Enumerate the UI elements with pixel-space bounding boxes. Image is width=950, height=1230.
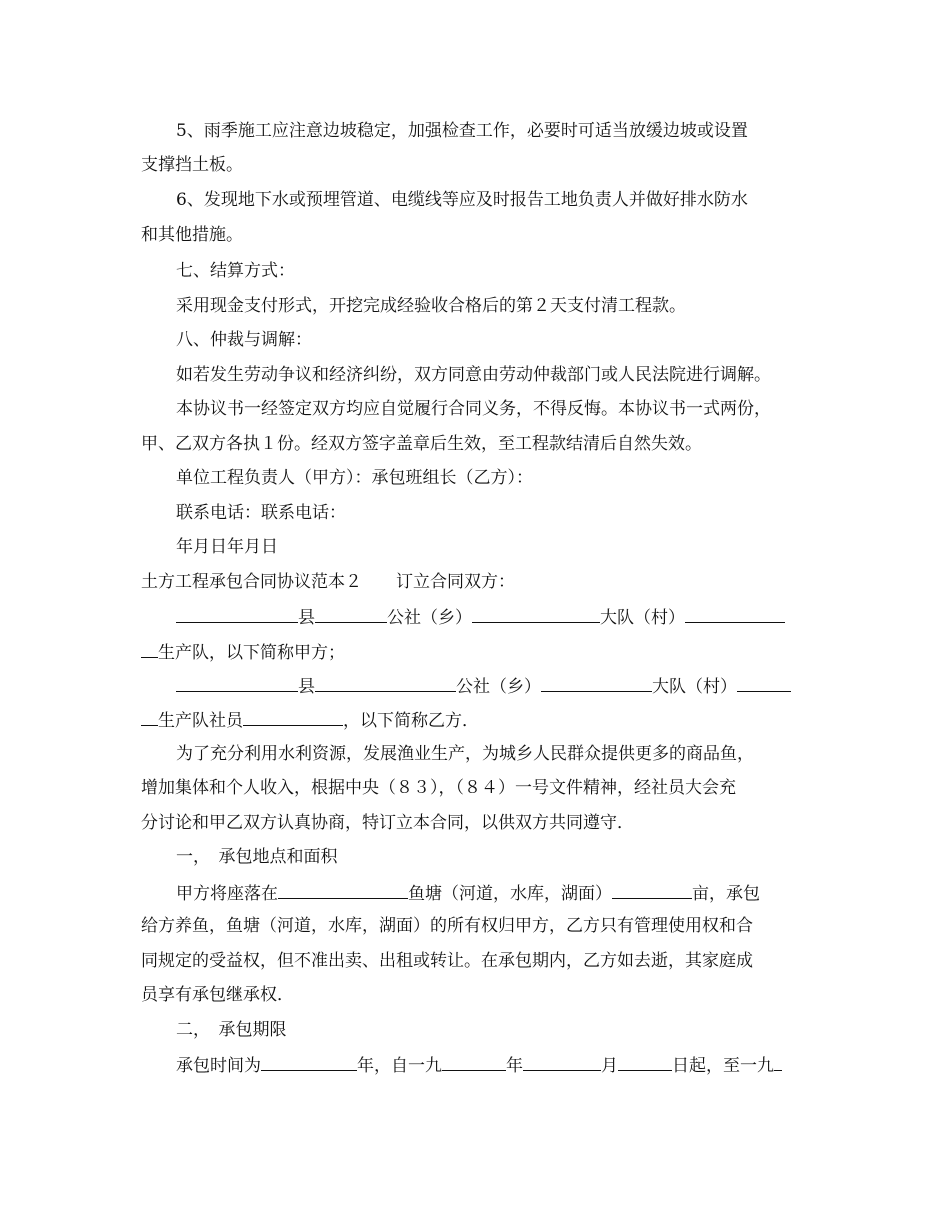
party-b-line-end: 生产队社员 ，以下简称乙方．	[141, 708, 479, 732]
blank-field[interactable]	[541, 674, 652, 692]
blank-field[interactable]	[141, 708, 158, 726]
section-heading: 八、仲裁与调解：	[176, 330, 312, 350]
paragraph-line: 支撑挡土板。	[141, 155, 243, 175]
paragraph-line: 和其他措施。	[141, 225, 243, 245]
paragraph-line: 本协议书一经签定双方均应自觉履行合同义务，不得反悔。本协议书一式两份，	[176, 399, 771, 419]
paragraph-line: 甲方将座落在 鱼塘（河道，水库，湖面） 亩，承包	[176, 881, 760, 905]
blank-field[interactable]	[618, 1053, 672, 1071]
signature-line: 单位工程负责人（甲方）：承包班组长（乙方）：	[176, 468, 533, 488]
section-heading: 一， 承包地点和面积	[176, 847, 338, 867]
blank-field[interactable]	[442, 1053, 506, 1071]
blank-field[interactable]	[176, 605, 298, 623]
blank-field[interactable]	[315, 605, 387, 623]
party-a-line-end: 生产队，以下简称甲方；	[141, 640, 345, 664]
blank-field[interactable]	[774, 1053, 782, 1071]
paragraph-line: 分讨论和甲乙双方认真协商，特订立本合同，以供双方共同遵守．	[141, 813, 634, 833]
blank-field[interactable]	[737, 674, 791, 692]
section-heading: 二， 承包期限	[176, 1020, 287, 1040]
blank-field[interactable]	[261, 1053, 357, 1071]
paragraph-line: 6、发现地下水或预埋管道、电缆线等应及时报告工地负责人并做好排水防水	[176, 190, 748, 210]
paragraph-line: 甲、乙双方各执１份。经双方签字盖章后生效，至工程款结清后自然失效。	[141, 434, 702, 454]
blank-field[interactable]	[315, 674, 456, 692]
paragraph-line: 5、雨季施工应注意边坡稳定，加强检查工作，必要时可适当放缓边坡或设置	[176, 121, 748, 141]
section-heading: 七、结算方式：	[176, 261, 295, 281]
blank-field[interactable]	[523, 1053, 601, 1071]
paragraph-line: 如若发生劳动争议和经济纠纷，双方同意由劳动仲裁部门或人民法院进行调解。	[176, 365, 771, 385]
blank-field[interactable]	[472, 605, 600, 623]
blank-field[interactable]	[685, 605, 785, 623]
blank-field[interactable]	[141, 640, 158, 658]
paragraph-line: 增加集体和个人收入，根据中央（８３），（８４）一号文件精神，经社员大会充	[141, 778, 736, 798]
paragraph-line: 同规定的受益权，但不准出卖、出租或转让。在承包期内，乙方如去逝，其家庭成	[141, 951, 753, 971]
date-line: 年月日年月日	[176, 537, 278, 557]
paragraph-line: 员享有承包继承权．	[141, 985, 294, 1005]
paragraph-line: 采用现金支付形式，开挖完成经验收合格后的第２天支付清工程款。	[176, 296, 686, 316]
paragraph-line: 给方养鱼，鱼塘（河道，水库，湖面）的所有权归甲方，乙方只有管理使用权和合	[141, 916, 753, 936]
contract-title: 土方工程承包合同协议范本２ 订立合同双方：	[141, 572, 515, 592]
party-a-line: 县 公社（乡） 大队（村）	[176, 605, 785, 629]
blank-field[interactable]	[243, 708, 343, 726]
phone-line: 联系电话：联系电话：	[176, 503, 346, 523]
blank-field[interactable]	[278, 881, 408, 899]
blank-field[interactable]	[176, 674, 298, 692]
party-b-line: 县 公社（乡） 大队（村）	[176, 674, 791, 698]
paragraph-line: 为了充分利用水利资源，发展渔业生产，为城乡人民群众提供更多的商品鱼，	[176, 744, 754, 764]
paragraph-line: 承包时间为 年，自一九 年 月 日起，至一九	[176, 1053, 782, 1077]
blank-field[interactable]	[612, 881, 692, 899]
